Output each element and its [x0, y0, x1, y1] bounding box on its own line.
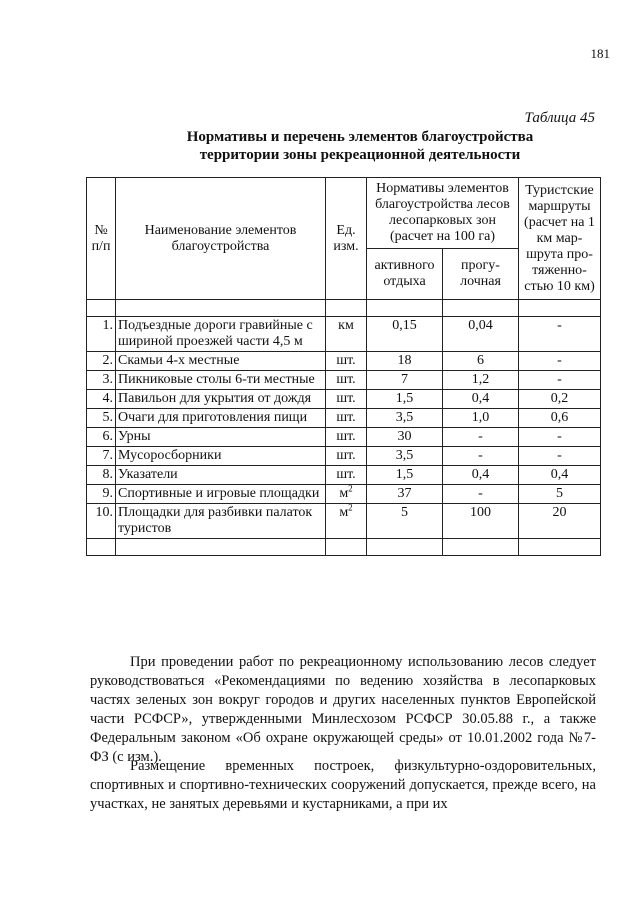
cell-name-text: Пикниковые столы 6-ти местные [118, 372, 315, 387]
cell-unit-text: км [338, 318, 354, 333]
cell-unit-text: м [339, 486, 349, 501]
cell-walk-text: - [478, 429, 483, 444]
cell-unit-text: шт. [336, 448, 356, 463]
cell-walk-text: - [478, 486, 483, 501]
cell-walk-text: 1,0 [471, 410, 490, 425]
cell-active-text: 0,15 [392, 318, 417, 333]
header-name: Наименование элементов благоустройства [116, 178, 326, 300]
cell-active-text: 18 [397, 353, 412, 368]
table-title-line-1: Нормативы и перечень элементов благоустройства [186, 129, 534, 145]
cell-name [116, 371, 326, 390]
cell-tourist [519, 466, 601, 485]
cell-name [116, 317, 326, 352]
cell-num [87, 466, 116, 485]
cell-num [87, 317, 116, 352]
cell-unit [326, 317, 367, 352]
cell-active [367, 428, 443, 447]
table-spacer-row [87, 300, 601, 317]
header-norms-group: Нормативы элементов благоустройства лесов лесопарковых зон (расчет на 100 га) [367, 178, 519, 249]
cell-num-text: 10. [95, 505, 113, 520]
table-row [87, 428, 601, 447]
page-number: 181 [590, 46, 610, 61]
cell-num [87, 447, 116, 466]
cell-walk [443, 504, 519, 539]
cell-walk-text: - [478, 448, 483, 463]
unit-superscript: 2 [348, 502, 353, 513]
cell-tourist-text: - [557, 448, 562, 463]
cell-walk [443, 352, 519, 371]
cell-active [367, 317, 443, 352]
cell-tourist-text: 20 [552, 505, 567, 520]
cell-num [87, 390, 116, 409]
cell-unit [326, 447, 367, 466]
cell-num [87, 485, 116, 504]
cell-tourist [519, 352, 601, 371]
cell-active-text: 3,5 [395, 410, 414, 425]
cell-walk [443, 390, 519, 409]
cell-active [367, 466, 443, 485]
cell-name-text: Скамьи 4-х местные [118, 353, 240, 368]
norms-table [86, 177, 601, 556]
cell-tourist-text: - [557, 372, 562, 387]
cell-name [116, 390, 326, 409]
table-row [87, 317, 601, 352]
cell-active [367, 390, 443, 409]
table-row [87, 371, 601, 390]
cell-num [87, 428, 116, 447]
paragraph-2: Размещение временных построек, физкультурно-оздоровительных, спортивных и спортивно-технических сооружений допускается, прежде всего, на участках, не занятых деревьями и кустарниками, а при их [90, 758, 596, 812]
cell-unit [326, 352, 367, 371]
table-title [100, 128, 620, 164]
cell-tourist-text: 0,2 [550, 391, 569, 406]
cell-name [116, 352, 326, 371]
cell-active [367, 504, 443, 539]
cell-walk-text: 100 [470, 505, 491, 520]
cell-active [367, 371, 443, 390]
cell-tourist [519, 317, 601, 352]
cell-walk [443, 428, 519, 447]
table-row [87, 409, 601, 428]
cell-num [87, 504, 116, 539]
cell-active [367, 447, 443, 466]
cell-tourist-text: - [557, 429, 562, 444]
cell-num-text: 6. [102, 429, 113, 444]
cell-walk [443, 466, 519, 485]
table-spacer-row [87, 539, 601, 556]
cell-num-text: 2. [102, 353, 113, 368]
cell-num-text: 5. [102, 410, 113, 425]
cell-active-text: 37 [397, 486, 412, 501]
cell-tourist [519, 485, 601, 504]
cell-unit [326, 504, 367, 539]
cell-tourist-text: 5 [556, 486, 563, 501]
cell-tourist [519, 504, 601, 539]
cell-active-text: 7 [401, 372, 408, 387]
cell-name-text: Урны [118, 429, 151, 444]
cell-walk-text: 1,2 [471, 372, 490, 387]
cell-unit [326, 466, 367, 485]
cell-tourist [519, 409, 601, 428]
cell-name-text: Очаги для приготовления пищи [118, 410, 308, 425]
cell-num-text: 9. [102, 486, 113, 501]
cell-walk-text: 6 [477, 353, 484, 368]
cell-name-text: Указатели [118, 467, 178, 482]
cell-unit-text: шт. [336, 410, 356, 425]
table-row [87, 504, 601, 539]
cell-num-text: 3. [102, 372, 113, 387]
cell-num-text: 8. [102, 467, 113, 482]
cell-unit [326, 390, 367, 409]
cell-tourist-text: 0,6 [550, 410, 569, 425]
cell-active [367, 485, 443, 504]
header-tourist: Туристские маршруты (расчет на 1 км мар-шрута про-тяженно-стью 10 км) [519, 178, 601, 300]
cell-active-text: 3,5 [395, 448, 414, 463]
table-row [87, 447, 601, 466]
cell-tourist-text: 0,4 [550, 467, 569, 482]
cell-num-text: 1. [102, 318, 113, 333]
cell-tourist [519, 371, 601, 390]
cell-unit [326, 428, 367, 447]
cell-name [116, 485, 326, 504]
cell-name [116, 466, 326, 485]
cell-walk-text: 0,4 [471, 467, 490, 482]
cell-active-text: 30 [397, 429, 412, 444]
cell-tourist [519, 428, 601, 447]
cell-walk [443, 317, 519, 352]
cell-name [116, 504, 326, 539]
cell-name [116, 428, 326, 447]
cell-tourist-text: - [557, 353, 562, 368]
cell-walk [443, 485, 519, 504]
cell-num [87, 409, 116, 428]
table-caption: Таблица 45 [524, 110, 595, 126]
cell-name-text: Павильон для укрытия от дождя [118, 391, 312, 406]
cell-unit-text: шт. [336, 372, 356, 387]
cell-unit [326, 371, 367, 390]
cell-active-text: 1,5 [395, 391, 414, 406]
cell-num [87, 352, 116, 371]
cell-walk [443, 409, 519, 428]
cell-unit-text: шт. [336, 353, 356, 368]
header-unit: Ед. изм. [326, 178, 367, 300]
cell-walk-text: 0,4 [471, 391, 490, 406]
cell-unit [326, 409, 367, 428]
cell-name-text: Подъездные дороги гравийные с шириной проезжей части 4,5 м [118, 318, 313, 349]
cell-name-text: Мусоросборники [118, 448, 222, 463]
table-row [87, 352, 601, 371]
cell-unit-text: шт. [336, 391, 356, 406]
header-norms-active: активного отдыха [367, 249, 443, 300]
table-row [87, 485, 601, 504]
cell-num-text: 4. [102, 391, 113, 406]
cell-walk [443, 371, 519, 390]
cell-unit [326, 485, 367, 504]
table-row [87, 466, 601, 485]
cell-unit-text: м [339, 505, 349, 520]
header-norms-walk: прогу-лочная [443, 249, 519, 300]
paragraph-1: При проведении работ по рекреационному использованию лесов следует руководствоваться «Рекомендациями по ведению хозяйства в лесопарковых частях зеленых зон вокруг городов и других населенных пунктов Европейской части РСФСР», утвержденными Минлесхозом РСФСР 30.05.88 г., а также Федеральным законом «Об охране окружающей среды» от 10.01.2002 года №7-ФЗ (с изм.). [90, 654, 596, 765]
cell-walk-text: 0,04 [468, 318, 493, 333]
cell-num [87, 371, 116, 390]
cell-tourist-text: - [557, 318, 562, 333]
cell-walk [443, 447, 519, 466]
cell-tourist [519, 447, 601, 466]
cell-unit-text: шт. [336, 467, 356, 482]
cell-num-text: 7. [102, 448, 113, 463]
cell-active [367, 352, 443, 371]
table-title-line-2: территории зоны рекреационной деятельности [199, 147, 521, 163]
header-num: № п/п [87, 178, 116, 300]
table-header-row [87, 178, 601, 249]
unit-superscript: 2 [348, 483, 353, 494]
cell-active-text: 1,5 [395, 467, 414, 482]
cell-name-text: Спортивные и игровые площадки [118, 486, 320, 501]
cell-name-text: Площадки для разбивки палаток туристов [118, 505, 313, 536]
cell-name [116, 447, 326, 466]
cell-tourist [519, 390, 601, 409]
cell-unit-text: шт. [336, 429, 356, 444]
cell-active-text: 5 [401, 505, 408, 520]
cell-name [116, 409, 326, 428]
table-row [87, 390, 601, 409]
cell-active [367, 409, 443, 428]
